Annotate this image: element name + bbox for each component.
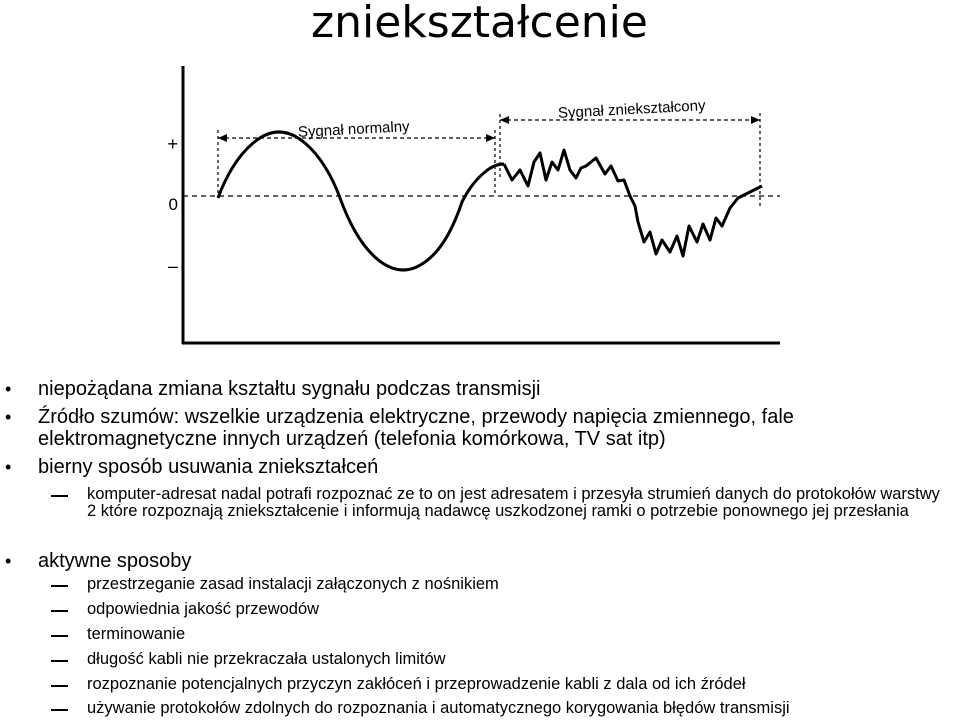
sub-bullet-item: przestrzeganie zasad instalacji załączonych z nośnikiem [87,576,952,593]
arrowhead-left [218,134,227,142]
normal-signal-label: Sygnał normalny [297,118,410,141]
sub-bullet-item: długość kabli nie przekraczała ustalonych limitów [87,651,952,668]
bullet-item: • aktywne sposoby [38,550,943,572]
axis-plus-label: + [167,134,178,154]
sub-bullet-item: komputer-adresat nadal potrafi rozpoznać ze to on jest adresatem i przesyła strumień danych do protokołów warstwy 2 które rozpoznają zniekształcenie i informują nadawcę uszkodzonej ramki o potrzebie ponownego jej przesłania [87,486,952,520]
sub-bullet-item: rozpoznanie potencjalnych przyczyn zakłóceń i przeprowadzenie kabli z dala od ich źródeł [87,676,952,693]
sub-bullet-item: odpowiednia jakość przewodów [87,601,952,618]
sub-bullet-item: terminowanie [87,626,952,643]
signal-diagram [160,58,800,358]
sub-bullet-item: używanie protokołów zdolnych do rozpoznania i automatycznego korygowania błędów transmisji [87,700,952,717]
distorted-signal-label: Sygnał zniekształcony [557,97,706,122]
slide-title: zniekształcenie [311,0,648,48]
bullet-item: • bierny sposób usuwania zniekształceń [38,456,943,478]
normal-signal-wave [218,132,504,270]
axis-zero-label: 0 [168,195,178,214]
bullet-item: • niepożądana zmiana kształtu sygnału podczas transmisji [38,378,943,400]
bullet-item: • Źródło szumów: wszelkie urządzenia elektryczne, przewody napięcia zmiennego, fale elektromagnetyczne innych urządzeń (telefonia komórkowa, TV sat itp) [38,406,943,450]
arrowhead-right [486,134,495,142]
axis-minus-label: – [167,256,178,276]
distorted-signal-wave [504,150,762,256]
